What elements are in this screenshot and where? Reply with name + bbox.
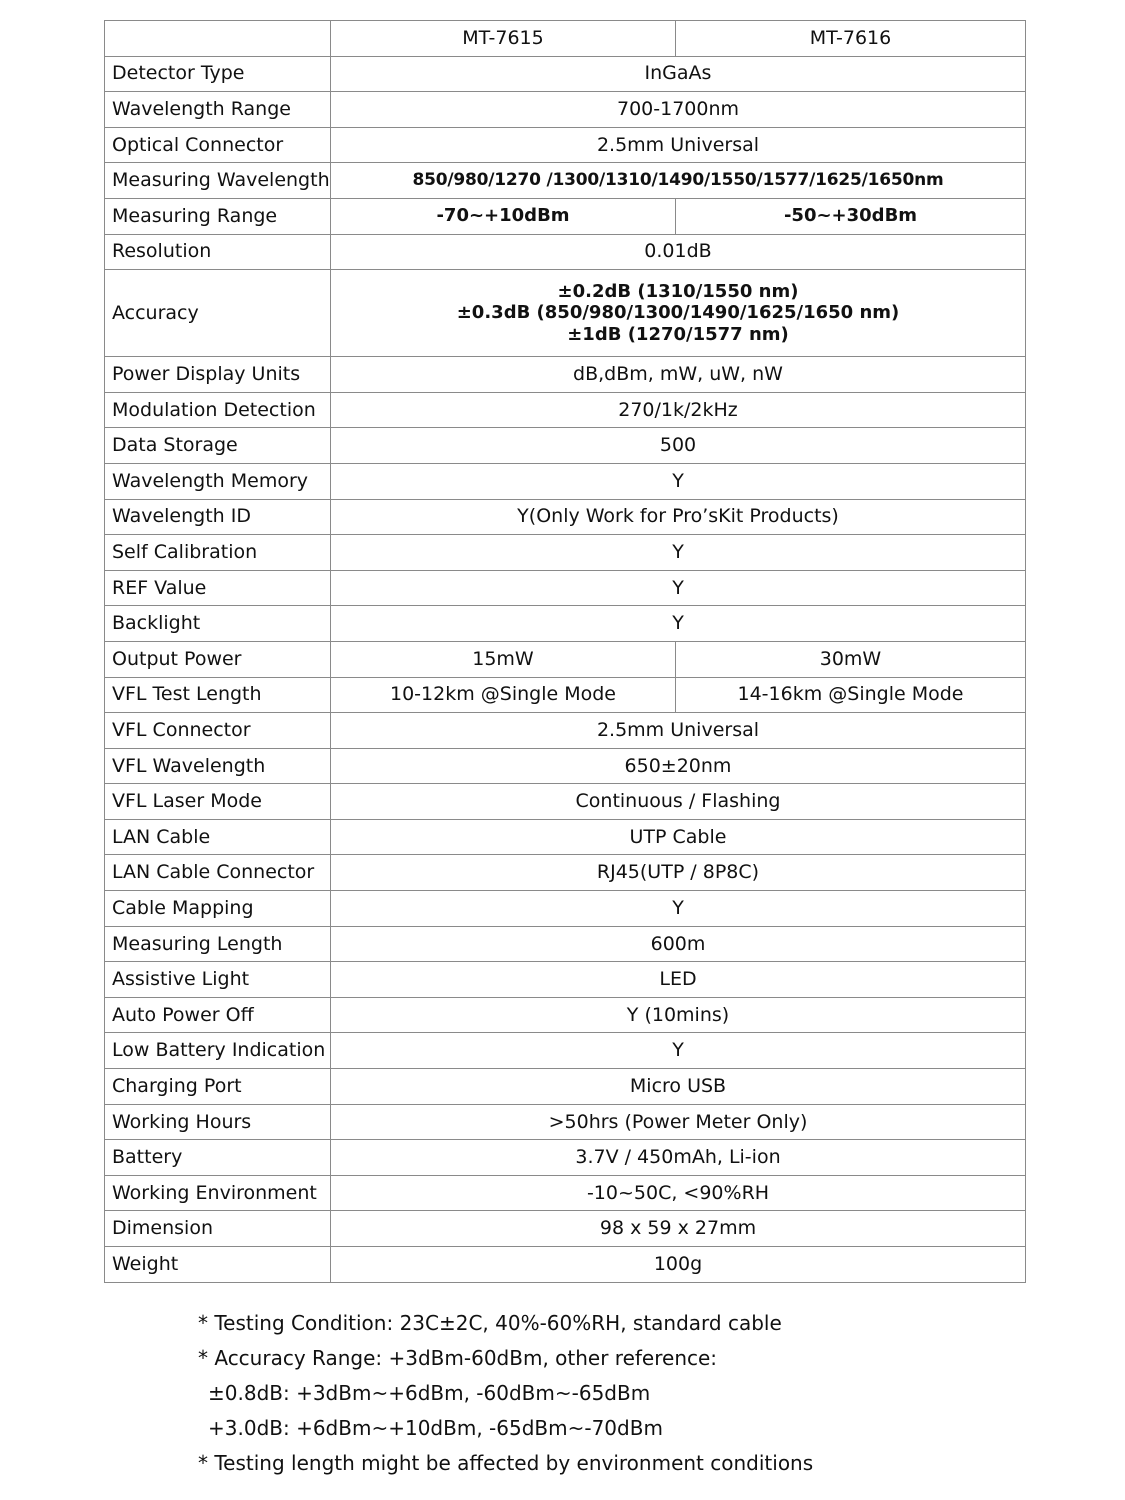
spec-label: Accuracy bbox=[105, 270, 331, 357]
spec-value: 700-1700nm bbox=[331, 92, 1026, 128]
spec-row bbox=[105, 677, 1026, 713]
spec-row bbox=[105, 891, 1026, 927]
spec-value-col1: 10-12km @Single Mode bbox=[331, 677, 676, 713]
spec-label: Working Environment bbox=[105, 1175, 331, 1211]
note-testing-condition: * Testing Condition: 23C±2C, 40%-60%RH, standard cable bbox=[198, 1311, 782, 1335]
spec-value: Continuous / Flashing bbox=[331, 784, 1026, 820]
spec-row bbox=[105, 535, 1026, 571]
spec-row bbox=[105, 163, 1026, 199]
spec-label: LAN Cable bbox=[105, 819, 331, 855]
spec-row bbox=[105, 1033, 1026, 1069]
spec-label: REF Value bbox=[105, 570, 331, 606]
header-col1: MT-7615 bbox=[331, 21, 676, 57]
spec-row bbox=[105, 1211, 1026, 1247]
spec-row bbox=[105, 997, 1026, 1033]
spec-row bbox=[105, 570, 1026, 606]
spec-label: Charging Port bbox=[105, 1069, 331, 1105]
note-testing-length: * Testing length might be affected by environment conditions bbox=[198, 1451, 814, 1475]
accuracy-line: ±0.3dB (850/980/1300/1490/1625/1650 nm) bbox=[456, 302, 900, 324]
spec-label: Weight bbox=[105, 1247, 331, 1283]
accuracy-line: ±1dB (1270/1577 nm) bbox=[567, 323, 789, 345]
spec-label: Backlight bbox=[105, 606, 331, 642]
spec-value: dB,dBm, mW, uW, nW bbox=[331, 357, 1026, 393]
spec-value: 270/1k/2kHz bbox=[331, 392, 1026, 428]
spec-value: Y (10mins) bbox=[331, 997, 1026, 1033]
spec-label: VFL Connector bbox=[105, 713, 331, 749]
spec-table bbox=[104, 20, 1026, 1283]
spec-row bbox=[105, 606, 1026, 642]
spec-value: 100g bbox=[331, 1247, 1026, 1283]
spec-row bbox=[105, 1069, 1026, 1105]
spec-value: UTP Cable bbox=[331, 819, 1026, 855]
spec-row bbox=[105, 392, 1026, 428]
spec-label: Wavelength Range bbox=[105, 92, 331, 128]
header-row bbox=[105, 21, 1026, 57]
spec-row bbox=[105, 234, 1026, 270]
spec-label: Measuring Length bbox=[105, 926, 331, 962]
spec-value-multiline bbox=[331, 270, 1026, 357]
spec-label: Power Display Units bbox=[105, 357, 331, 393]
spec-value: Y bbox=[331, 606, 1026, 642]
spec-value-col2: -50~+30dBm bbox=[676, 198, 1026, 234]
spec-label: Self Calibration bbox=[105, 535, 331, 571]
spec-value: Micro USB bbox=[331, 1069, 1026, 1105]
spec-label: VFL Test Length bbox=[105, 677, 331, 713]
spec-label: Detector Type bbox=[105, 56, 331, 92]
header-empty-cell bbox=[105, 21, 331, 57]
spec-row bbox=[105, 270, 1026, 357]
spec-value: 2.5mm Universal bbox=[331, 713, 1026, 749]
spec-value: 600m bbox=[331, 926, 1026, 962]
spec-value-col1: 15mW bbox=[331, 641, 676, 677]
spec-label: VFL Wavelength bbox=[105, 748, 331, 784]
spec-row bbox=[105, 641, 1026, 677]
spec-value-col1: -70~+10dBm bbox=[331, 198, 676, 234]
spec-row bbox=[105, 428, 1026, 464]
spec-row bbox=[105, 962, 1026, 998]
spec-value: -10~50C, <90%RH bbox=[331, 1175, 1026, 1211]
spec-value: Y bbox=[331, 1033, 1026, 1069]
spec-label: Wavelength Memory bbox=[105, 463, 331, 499]
spec-value-col2: 30mW bbox=[676, 641, 1026, 677]
spec-label: Working Hours bbox=[105, 1104, 331, 1140]
spec-label: Optical Connector bbox=[105, 127, 331, 163]
spec-value: Y bbox=[331, 891, 1026, 927]
spec-value: Y bbox=[331, 570, 1026, 606]
spec-row bbox=[105, 926, 1026, 962]
accuracy-line: ±0.2dB (1310/1550 nm) bbox=[557, 280, 799, 302]
spec-label: VFL Laser Mode bbox=[105, 784, 331, 820]
spec-value: LED bbox=[331, 962, 1026, 998]
spec-label: Low Battery Indication bbox=[105, 1033, 331, 1069]
spec-row bbox=[105, 713, 1026, 749]
spec-row bbox=[105, 198, 1026, 234]
spec-row bbox=[105, 855, 1026, 891]
spec-row bbox=[105, 127, 1026, 163]
spec-row bbox=[105, 499, 1026, 535]
spec-value: 3.7V / 450mAh, Li-ion bbox=[331, 1140, 1026, 1176]
spec-row bbox=[105, 784, 1026, 820]
spec-label: Auto Power Off bbox=[105, 997, 331, 1033]
spec-value: 850/980/1270 /1300/1310/1490/1550/1577/1625/1650nm bbox=[331, 163, 1026, 199]
note-accuracy-range: * Accuracy Range: +3dBm-60dBm, other reference: bbox=[198, 1346, 718, 1370]
note-accuracy-ref-2: +3.0dB: +6dBm~+10dBm, -65dBm~-70dBm bbox=[208, 1416, 663, 1440]
spec-value: 650±20nm bbox=[331, 748, 1026, 784]
spec-value: >50hrs (Power Meter Only) bbox=[331, 1104, 1026, 1140]
spec-value: InGaAs bbox=[331, 56, 1026, 92]
spec-row bbox=[105, 1140, 1026, 1176]
spec-value: 2.5mm Universal bbox=[331, 127, 1026, 163]
spec-value: 98 x 59 x 27mm bbox=[331, 1211, 1026, 1247]
spec-value: RJ45(UTP / 8P8C) bbox=[331, 855, 1026, 891]
spec-value: Y bbox=[331, 535, 1026, 571]
spec-label: Measuring Wavelength bbox=[105, 163, 331, 199]
spec-label: Measuring Range bbox=[105, 198, 331, 234]
spec-row bbox=[105, 92, 1026, 128]
spec-row bbox=[105, 1104, 1026, 1140]
spec-label: Modulation Detection bbox=[105, 392, 331, 428]
header-col2: MT-7616 bbox=[676, 21, 1026, 57]
note-accuracy-ref-1: ±0.8dB: +3dBm~+6dBm, -60dBm~-65dBm bbox=[208, 1381, 651, 1405]
spec-value: 500 bbox=[331, 428, 1026, 464]
spec-row bbox=[105, 1175, 1026, 1211]
spec-row bbox=[105, 1247, 1026, 1283]
spec-row bbox=[105, 748, 1026, 784]
spec-label: Resolution bbox=[105, 234, 331, 270]
footnotes bbox=[198, 1306, 1018, 1481]
spec-row bbox=[105, 357, 1026, 393]
spec-value-col2: 14-16km @Single Mode bbox=[676, 677, 1026, 713]
spec-label: Output Power bbox=[105, 641, 331, 677]
spec-row bbox=[105, 463, 1026, 499]
spec-table-body bbox=[105, 21, 1026, 1283]
spec-label: Data Storage bbox=[105, 428, 331, 464]
spec-label: Cable Mapping bbox=[105, 891, 331, 927]
spec-value: Y bbox=[331, 463, 1026, 499]
spec-row bbox=[105, 56, 1026, 92]
spec-row bbox=[105, 819, 1026, 855]
spec-value: 0.01dB bbox=[331, 234, 1026, 270]
spec-label: Wavelength ID bbox=[105, 499, 331, 535]
spec-label: Assistive Light bbox=[105, 962, 331, 998]
spec-label: Dimension bbox=[105, 1211, 331, 1247]
spec-label: Battery bbox=[105, 1140, 331, 1176]
spec-label: LAN Cable Connector bbox=[105, 855, 331, 891]
spec-value: Y(Only Work for Pro’sKit Products) bbox=[331, 499, 1026, 535]
